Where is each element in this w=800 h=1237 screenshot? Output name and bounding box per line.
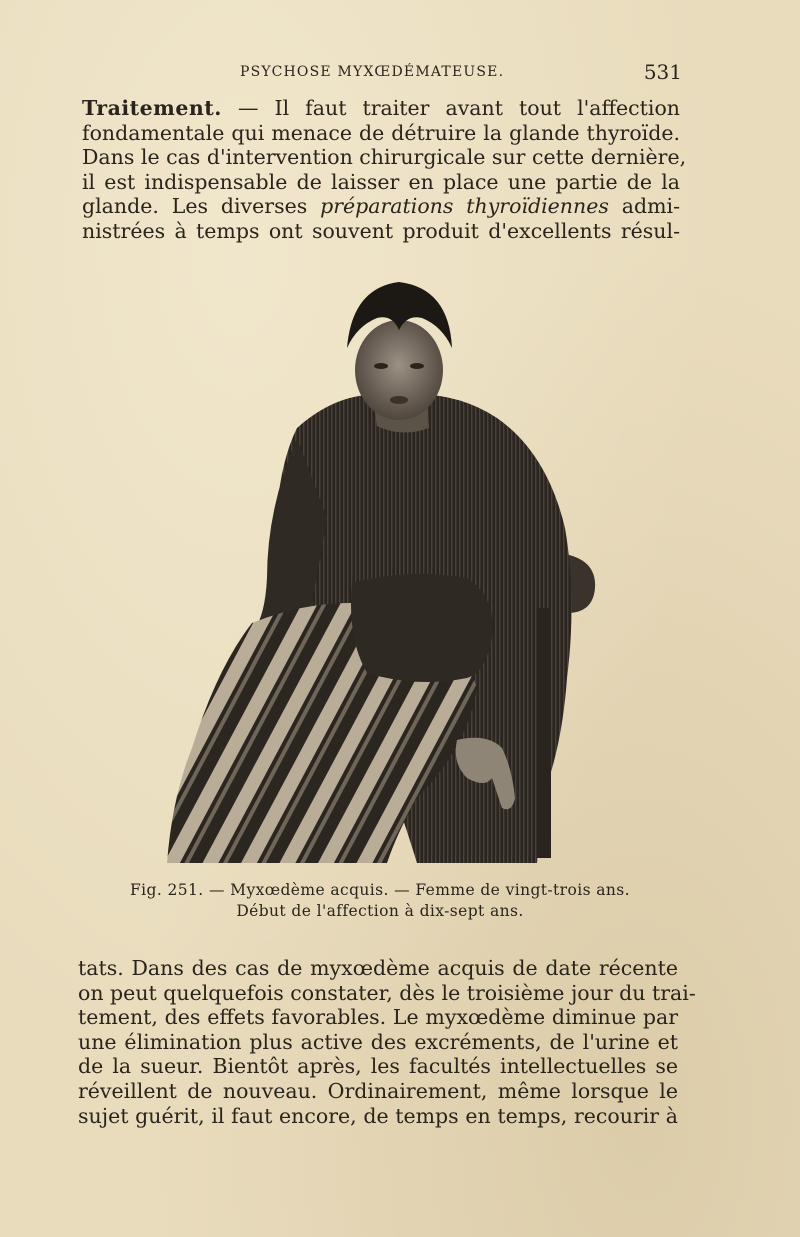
section-lead: Traitement. [82, 96, 222, 120]
text-line: Dans le cas d'intervention chirurgicale sur cette dernière, [82, 145, 687, 170]
paragraph-continuation [78, 956, 696, 1128]
text-line: fondamentale qui menace de détruire la glande thyroïde. [82, 120, 680, 145]
text-line: de la sueur. Bientôt après, les facultés intellectuelles se [78, 1054, 678, 1079]
caption-line-2: Début de l'affection à dix-sept ans. [236, 902, 524, 920]
text-fragment: admi- [608, 194, 680, 219]
text-line: tement, des effets favorables. Le myxœdème diminue par [78, 1005, 678, 1030]
text-line-rest: — Il faut traiter avant tout l'affection [221, 96, 680, 120]
patient-photo [167, 278, 597, 863]
text-line: sujet guérit, il faut encore, de temps en temps, recourir à [78, 1103, 678, 1128]
italic-term: préparations thyroïdiennes [320, 194, 609, 219]
running-head [82, 60, 682, 86]
text-line: tats. Dans des cas de myxœdème acquis de date récente [78, 956, 678, 980]
page-number: 531 [643, 60, 682, 84]
figure-caption [100, 880, 660, 922]
text-fragment: glande. Les diverses [82, 194, 321, 219]
text-line: réveillent de nouveau. Ordinairement, même lorsque le [78, 1078, 678, 1103]
figure-photograph [167, 278, 597, 863]
text-line [82, 194, 680, 219]
text-line: nistrées à temps ont souvent produit d'excellents résul- [82, 218, 680, 243]
paragraph-treatment [82, 96, 687, 244]
running-title: PSYCHOSE MYXŒDÉMATEUSE. [240, 64, 505, 80]
text-line: on peut quelquefois constater, dès le troisième jour du trai- [78, 980, 696, 1005]
text-line [82, 96, 680, 121]
caption-line-1: Fig. 251. — Myxœdème acquis. — Femme de vingt-trois ans. [130, 881, 630, 899]
text-line: il est indispensable de laisser en place une partie de la [82, 169, 680, 194]
text-line: une élimination plus active des excréments, de l'urine et [78, 1029, 678, 1054]
